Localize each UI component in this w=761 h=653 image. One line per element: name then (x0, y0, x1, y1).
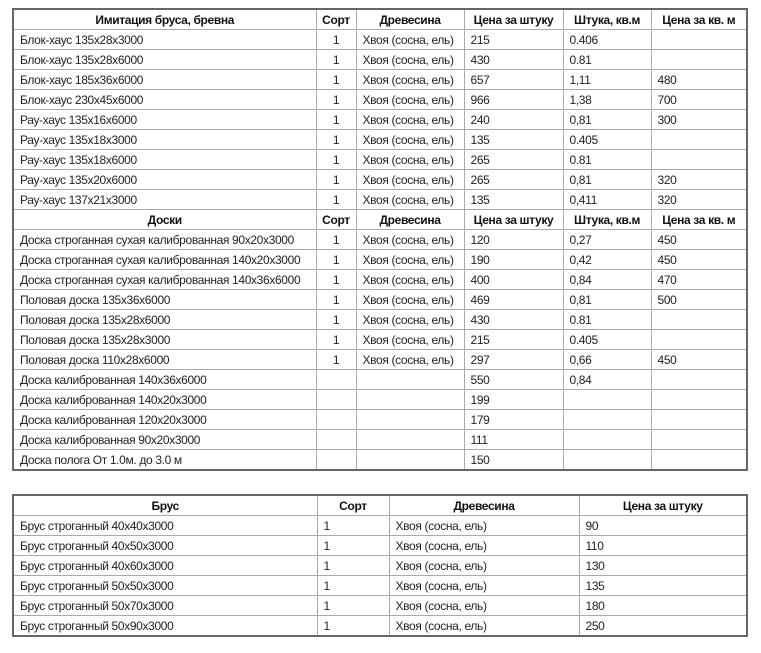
table-cell: Брус строганный 50x90x3000 (13, 616, 317, 637)
table-cell: 1 (316, 150, 356, 170)
table-cell (356, 410, 464, 430)
table-row (13, 350, 747, 370)
table-cell: Доска строганная сухая калиброванная 140x36x6000 (13, 270, 316, 290)
table-cell: Хвоя (сосна, ель) (356, 290, 464, 310)
table-cell: Брус строганный 50x50x3000 (13, 576, 317, 596)
table-cell: 1 (317, 596, 389, 616)
table-header-row (13, 495, 747, 516)
table-cell: 0.406 (563, 30, 651, 50)
table-row (13, 170, 747, 190)
table-cell: 0,81 (563, 110, 651, 130)
table-cell (651, 50, 747, 70)
table-cell: Блок-хаус 135x28x3000 (13, 30, 316, 50)
table-cell: Брус строганный 50x70x3000 (13, 596, 317, 616)
column-header: Древесина (356, 210, 464, 230)
column-header: Цена за штуку (464, 9, 563, 30)
table-row (13, 616, 747, 637)
table-cell: Доска калиброванная 120x20x3000 (13, 410, 316, 430)
column-header: Цена за штуку (464, 210, 563, 230)
table-cell: Доска полога От 1.0м. до 3.0 м (13, 450, 316, 471)
table-cell: 1 (317, 556, 389, 576)
table-cell: Половая доска 135x28x3000 (13, 330, 316, 350)
column-header: Древесина (356, 9, 464, 30)
lumber-price-table (12, 8, 748, 471)
table-row (13, 70, 747, 90)
table-cell: 265 (464, 170, 563, 190)
table-cell: 1 (316, 310, 356, 330)
table-cell (651, 150, 747, 170)
table-cell: Хвоя (сосна, ель) (356, 170, 464, 190)
table-cell: 430 (464, 310, 563, 330)
table-cell: Половая доска 135x28x6000 (13, 310, 316, 330)
table-row (13, 576, 747, 596)
table-cell: Хвоя (сосна, ель) (356, 250, 464, 270)
table-cell: 199 (464, 390, 563, 410)
table-row (13, 430, 747, 450)
table-cell (356, 450, 464, 471)
table-cell (563, 390, 651, 410)
table-cell: Блок-хаус 230x45x6000 (13, 90, 316, 110)
table-cell: 250 (579, 616, 747, 637)
table-row (13, 230, 747, 250)
table-cell: 0,81 (563, 290, 651, 310)
table-cell: 1 (316, 170, 356, 190)
table-cell: 215 (464, 330, 563, 350)
table-cell: 180 (579, 596, 747, 616)
table-cell: 265 (464, 150, 563, 170)
table-cell: Хвоя (сосна, ель) (389, 536, 579, 556)
table-cell: 966 (464, 90, 563, 110)
table-cell: Хвоя (сосна, ель) (356, 130, 464, 150)
table-cell: Доска калиброванная 140x36x6000 (13, 370, 316, 390)
table-cell (563, 430, 651, 450)
table-cell: Хвоя (сосна, ель) (389, 596, 579, 616)
timber-price-table (12, 494, 748, 637)
table-cell: 1 (317, 616, 389, 637)
section-header-row (13, 9, 747, 30)
table-cell: 1,11 (563, 70, 651, 90)
table-cell: 1 (316, 30, 356, 50)
table-cell: 1 (316, 190, 356, 210)
table-row (13, 190, 747, 210)
table-row (13, 556, 747, 576)
column-header: Цена за кв. м (651, 210, 747, 230)
column-header: Древесина (389, 495, 579, 516)
table-cell: Хвоя (сосна, ель) (356, 350, 464, 370)
table-cell: Хвоя (сосна, ель) (356, 190, 464, 210)
table-cell: Блок-хаус 185x36x6000 (13, 70, 316, 90)
table-cell: Хвоя (сосна, ель) (389, 556, 579, 576)
table-cell: 0,84 (563, 370, 651, 390)
table-cell: 430 (464, 50, 563, 70)
table-cell: Хвоя (сосна, ель) (356, 110, 464, 130)
column-header: Сорт (316, 9, 356, 30)
table-cell: 111 (464, 430, 563, 450)
table-cell (563, 450, 651, 471)
table-cell: 0,84 (563, 270, 651, 290)
table-row (13, 450, 747, 471)
table-row (13, 596, 747, 616)
table-cell (651, 30, 747, 50)
table-cell: Рау-хаус 135x20x6000 (13, 170, 316, 190)
table-cell: 450 (651, 350, 747, 370)
table-cell: Хвоя (сосна, ель) (389, 616, 579, 637)
table-cell: 1 (316, 70, 356, 90)
column-header: Брус (13, 495, 317, 516)
table-cell (356, 390, 464, 410)
table-cell: 657 (464, 70, 563, 90)
table-cell: Доска калиброванная 90x20x3000 (13, 430, 316, 450)
table-cell: 450 (651, 230, 747, 250)
table-cell (651, 370, 747, 390)
table-cell (316, 410, 356, 430)
column-header: Цена за кв. м (651, 9, 747, 30)
table-cell: Хвоя (сосна, ель) (356, 270, 464, 290)
table-cell: 1 (317, 536, 389, 556)
table-cell (316, 430, 356, 450)
table-cell: 297 (464, 350, 563, 370)
table-cell: 1 (316, 230, 356, 250)
table-cell: 0,66 (563, 350, 651, 370)
table-row (13, 390, 747, 410)
column-header: Сорт (317, 495, 389, 516)
table-cell: 320 (651, 190, 747, 210)
table-row (13, 410, 747, 430)
table-cell: Доска строганная сухая калиброванная 140x20x3000 (13, 250, 316, 270)
table-cell: 135 (464, 130, 563, 150)
table-row (13, 310, 747, 330)
table-row (13, 290, 747, 310)
table-cell: 0.81 (563, 310, 651, 330)
table-cell (651, 430, 747, 450)
table-cell: 0.81 (563, 150, 651, 170)
table-row (13, 90, 747, 110)
table-cell: Рау-хаус 135x18x3000 (13, 130, 316, 150)
table-cell: Рау-хаус 135x16x6000 (13, 110, 316, 130)
table-cell: Хвоя (сосна, ель) (356, 50, 464, 70)
table-cell: 1 (316, 350, 356, 370)
table-cell: Хвоя (сосна, ель) (356, 150, 464, 170)
table-cell: 1,38 (563, 90, 651, 110)
table-cell (316, 370, 356, 390)
column-header: Штука, кв.м (563, 9, 651, 30)
table-cell: 0,81 (563, 170, 651, 190)
table-row (13, 330, 747, 350)
table-cell (563, 410, 651, 430)
table-cell (651, 390, 747, 410)
table-cell: 0,27 (563, 230, 651, 250)
table-cell: 1 (316, 290, 356, 310)
table-cell: 300 (651, 110, 747, 130)
column-header: Сорт (316, 210, 356, 230)
table-cell: 400 (464, 270, 563, 290)
table-cell: Хвоя (сосна, ель) (389, 516, 579, 536)
table-cell: Хвоя (сосна, ель) (356, 230, 464, 250)
table-cell: Рау-хаус 137x21x3000 (13, 190, 316, 210)
table-cell: 0.405 (563, 130, 651, 150)
table-cell: 150 (464, 450, 563, 471)
table-cell: 120 (464, 230, 563, 250)
table-cell: 470 (651, 270, 747, 290)
table-cell: 700 (651, 90, 747, 110)
table-cell: Брус строганный 40x40x3000 (13, 516, 317, 536)
table-cell: Хвоя (сосна, ель) (356, 30, 464, 50)
table-cell: 135 (464, 190, 563, 210)
table-cell: 240 (464, 110, 563, 130)
table-cell: Половая доска 135x36x6000 (13, 290, 316, 310)
table-cell (651, 410, 747, 430)
table-cell (651, 330, 747, 350)
table-row (13, 516, 747, 536)
table-cell: 1 (316, 270, 356, 290)
table-cell: Рау-хаус 135x18x6000 (13, 150, 316, 170)
column-header: Доски (13, 210, 316, 230)
table-cell (651, 450, 747, 471)
table-row (13, 110, 747, 130)
table-cell: Брус строганный 40x60x3000 (13, 556, 317, 576)
table-cell: Хвоя (сосна, ель) (356, 90, 464, 110)
table-cell: 0,411 (563, 190, 651, 210)
table-cell: 110 (579, 536, 747, 556)
table-cell: 0,42 (563, 250, 651, 270)
table-cell (651, 130, 747, 150)
table-cell: Хвоя (сосна, ель) (356, 310, 464, 330)
table-cell: 1 (316, 110, 356, 130)
table-cell: 450 (651, 250, 747, 270)
table-cell: 1 (316, 90, 356, 110)
table-cell: 1 (317, 576, 389, 596)
table-row (13, 270, 747, 290)
table-cell: 0.81 (563, 50, 651, 70)
table-cell: 1 (316, 50, 356, 70)
table-row (13, 370, 747, 390)
table-cell: Хвоя (сосна, ель) (356, 330, 464, 350)
table-row (13, 30, 747, 50)
table-cell: 135 (579, 576, 747, 596)
table-cell: 0.405 (563, 330, 651, 350)
table-cell: 469 (464, 290, 563, 310)
table-cell: 1 (316, 330, 356, 350)
table-cell (651, 310, 747, 330)
table-row (13, 536, 747, 556)
table-cell: 500 (651, 290, 747, 310)
table-cell: 1 (316, 130, 356, 150)
table-row (13, 130, 747, 150)
table-row (13, 50, 747, 70)
column-header: Цена за штуку (579, 495, 747, 516)
table-cell: 1 (317, 516, 389, 536)
table-cell: 130 (579, 556, 747, 576)
table-cell: Половая доска 110x28x6000 (13, 350, 316, 370)
table-cell (356, 370, 464, 390)
table-cell: 320 (651, 170, 747, 190)
column-header: Штука, кв.м (563, 210, 651, 230)
table-cell: 215 (464, 30, 563, 50)
table-cell (356, 430, 464, 450)
table-cell: Брус строганный 40x50x3000 (13, 536, 317, 556)
table-cell: 480 (651, 70, 747, 90)
table-cell: 1 (316, 250, 356, 270)
table-cell: Блок-хаус 135x28x6000 (13, 50, 316, 70)
table-cell: Хвоя (сосна, ель) (389, 576, 579, 596)
table-cell (316, 450, 356, 471)
table-cell: 179 (464, 410, 563, 430)
column-header: Имитация бруса, бревна (13, 9, 316, 30)
table-cell: 550 (464, 370, 563, 390)
table-cell: 190 (464, 250, 563, 270)
table-cell: Хвоя (сосна, ель) (356, 70, 464, 90)
table-cell (316, 390, 356, 410)
table-cell: 90 (579, 516, 747, 536)
table-row (13, 150, 747, 170)
table-cell: Доска калиброванная 140x20x3000 (13, 390, 316, 410)
section-header-row (13, 210, 747, 230)
table-cell: Доска строганная сухая калиброванная 90x20x3000 (13, 230, 316, 250)
table-row (13, 250, 747, 270)
